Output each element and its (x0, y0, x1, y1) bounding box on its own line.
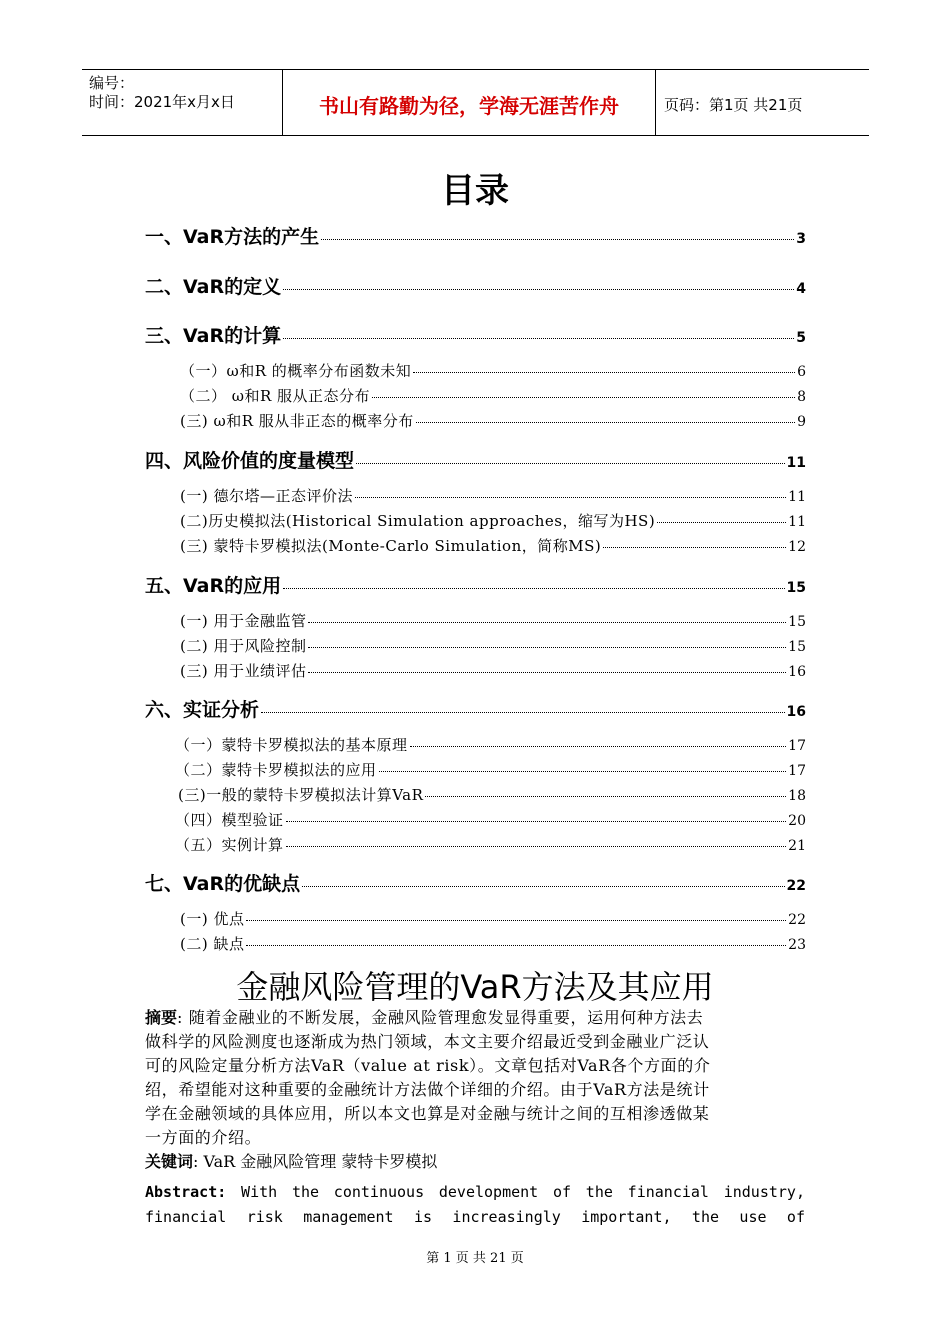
toc-page-number: 16 (788, 664, 806, 680)
toc-entry[interactable] (145, 446, 806, 473)
toc-entry-label: （四）模型验证 (175, 811, 284, 829)
toc-entry-label: (二)历史模拟法(Historical Simulation approaches，缩写为HS) (180, 512, 656, 530)
toc-entry[interactable] (180, 635, 806, 656)
toc-page-number: 17 (788, 763, 806, 779)
toc-leader (603, 546, 786, 548)
toc-entry[interactable] (180, 510, 806, 531)
toc-page-number: 11 (788, 489, 806, 505)
toc-entry-label: （一）蒙特卡罗模拟法的基本原理 (175, 736, 408, 754)
toc-entry[interactable] (145, 272, 806, 299)
toc-entry[interactable] (180, 908, 806, 929)
toc-entry-label: （一）ω和R 的概率分布函数未知 (180, 362, 412, 380)
toc-leader (425, 795, 786, 797)
keywords-label: 关键词 (145, 1152, 194, 1171)
toc-entry[interactable] (175, 834, 806, 855)
header-divider-right (655, 69, 656, 136)
toc-page-number: 11 (786, 455, 806, 471)
toc-page-number: 12 (788, 539, 806, 555)
toc-leader (286, 820, 787, 822)
header-bottom-rule (82, 135, 869, 136)
toc-entry[interactable] (145, 321, 806, 348)
toc-entry[interactable] (175, 734, 806, 755)
toc-page-number: 21 (788, 838, 806, 854)
english-abstract-line: Abstract: With the continuous development of the financial industry, (145, 1183, 805, 1201)
toc-entry[interactable] (145, 571, 806, 598)
toc-entry[interactable] (180, 360, 806, 381)
toc-entry-label: 三、VaR的计算 (145, 325, 282, 347)
toc-page-number: 3 (796, 231, 806, 247)
toc-leader (410, 745, 787, 747)
toc-entry[interactable] (180, 610, 806, 631)
toc-page-number: 15 (788, 639, 806, 655)
toc-page-number: 15 (788, 614, 806, 630)
toc-page-number: 6 (797, 364, 806, 380)
toc-entry-label: (一) 用于金融监管 (180, 612, 307, 630)
toc-leader (308, 621, 786, 623)
toc-entry[interactable] (180, 535, 806, 556)
header-number-label: 编号： (89, 74, 135, 92)
abstract-line: 摘要: 随着金融业的不断发展，金融风险管理愈发显得重要，运用何种方法去 (145, 1008, 704, 1027)
abstract-paragraph (145, 1006, 805, 1174)
toc-entry-label: (三) 用于业绩评估 (180, 662, 307, 680)
toc-entry-label: （五）实例计算 (175, 836, 284, 854)
toc-entry-label: (一) 德尔塔—正态评价法 (180, 487, 353, 505)
toc-entry-label: 五、VaR的应用 (145, 575, 282, 597)
toc-leader (261, 711, 785, 713)
toc-page-number: 16 (786, 704, 806, 720)
toc-entry-label: (二) 用于风险控制 (180, 637, 307, 655)
toc-entry[interactable] (145, 869, 806, 896)
toc-page-number: 22 (786, 878, 806, 894)
header-top-rule (82, 69, 869, 70)
toc-leader (308, 646, 786, 648)
toc-entry-label: (一) 优点 (180, 910, 245, 928)
toc-leader (283, 337, 794, 339)
abstract-line: 绍，希望能对这种重要的金融统计方法做个详细的介绍。由于VaR方法是统计 (145, 1080, 710, 1099)
toc-page-number: 5 (796, 330, 806, 346)
toc-entry-label: 六、实证分析 (145, 699, 260, 721)
english-abstract-label: Abstract: (145, 1183, 227, 1201)
toc-page-number: 15 (786, 580, 806, 596)
abstract-label: 摘要 (145, 1008, 178, 1027)
toc-entry[interactable] (175, 759, 806, 780)
toc-leader (286, 845, 787, 847)
toc-page-number: 20 (788, 813, 806, 829)
toc-leader (356, 462, 785, 464)
toc-leader (302, 885, 784, 887)
header-time-label: 时间：2021年x月x日 (89, 93, 235, 111)
toc-page-number: 23 (788, 937, 806, 953)
toc-page-number: 22 (788, 912, 806, 928)
toc-leader (372, 396, 795, 398)
toc-page-number: 17 (788, 738, 806, 754)
toc-page-number: 11 (788, 514, 806, 530)
toc-leader (416, 421, 795, 423)
toc-entry-label: (三) 蒙特卡罗模拟法(Monte-Carlo Simulation，简称MS) (180, 537, 602, 555)
page-footer: 第 1 页 共 21 页 (426, 1251, 524, 1266)
toc-entry[interactable] (145, 695, 806, 722)
header-page-info: 页码：第1页 共21页 (664, 96, 803, 114)
toc-page-number: 4 (796, 281, 806, 297)
abstract-line: 可的风险定量分析方法VaR（value at risk）。文章包括对VaR各个方面的介 (145, 1056, 711, 1075)
toc-entry-label: 七、VaR的优缺点 (145, 873, 301, 895)
toc-entry-label: （二）蒙特卡罗模拟法的应用 (175, 761, 377, 779)
english-abstract-line: financial risk management is increasingly important, the use of (145, 1208, 805, 1226)
toc-page-number: 8 (797, 389, 806, 405)
toc-title: 目录 (441, 171, 509, 211)
toc-entry-label: 一、VaR方法的产生 (145, 226, 320, 248)
toc-entry[interactable] (180, 933, 806, 954)
keywords-line: 关键词: VaR 金融风险管理 蒙特卡罗模拟 (145, 1152, 438, 1171)
article-title: 金融风险管理的VaR方法及其应用 (236, 968, 714, 1006)
toc-entry[interactable] (175, 809, 806, 830)
toc-leader (283, 288, 794, 290)
toc-entry-label: （二） ω和R 服从正态分布 (180, 387, 371, 405)
toc-entry-label: (三)一般的蒙特卡罗模拟法计算VaR (178, 786, 424, 804)
toc-leader (355, 496, 786, 498)
toc-entry[interactable] (178, 784, 806, 805)
toc-entry-label: (二) 缺点 (180, 935, 245, 953)
toc-entry[interactable] (180, 660, 806, 681)
toc-entry[interactable] (180, 485, 806, 506)
toc-leader (246, 944, 786, 946)
toc-leader (246, 919, 786, 921)
abstract-line: 做科学的风险测度也逐渐成为热门领域，本文主要介绍最近受到金融业广泛认 (145, 1032, 710, 1051)
toc-leader (321, 238, 794, 240)
toc-leader (308, 671, 786, 673)
toc-page-number: 18 (788, 788, 806, 804)
toc-page-number: 9 (797, 414, 806, 430)
toc-entry-label: 二、VaR的定义 (145, 276, 282, 298)
abstract-line: 一方面的介绍。 (145, 1128, 262, 1147)
toc-entry-label: (三) ω和R 服从非正态的概率分布 (180, 412, 414, 430)
english-abstract (145, 1180, 805, 1230)
toc-entry[interactable] (180, 410, 806, 431)
abstract-line: 学在金融领域的具体应用，所以本文也算是对金融与统计之间的互相渗透做某 (145, 1104, 710, 1123)
toc-leader (379, 770, 787, 772)
toc-leader (413, 371, 795, 373)
toc-entry[interactable] (180, 385, 806, 406)
toc-leader (283, 587, 784, 589)
toc-leader (657, 521, 786, 523)
toc-entry-label: 四、风险价值的度量模型 (145, 450, 355, 472)
toc-entry[interactable] (145, 222, 806, 249)
header-motto: 书山有路勤为径，学海无涯苦作舟 (319, 94, 619, 118)
